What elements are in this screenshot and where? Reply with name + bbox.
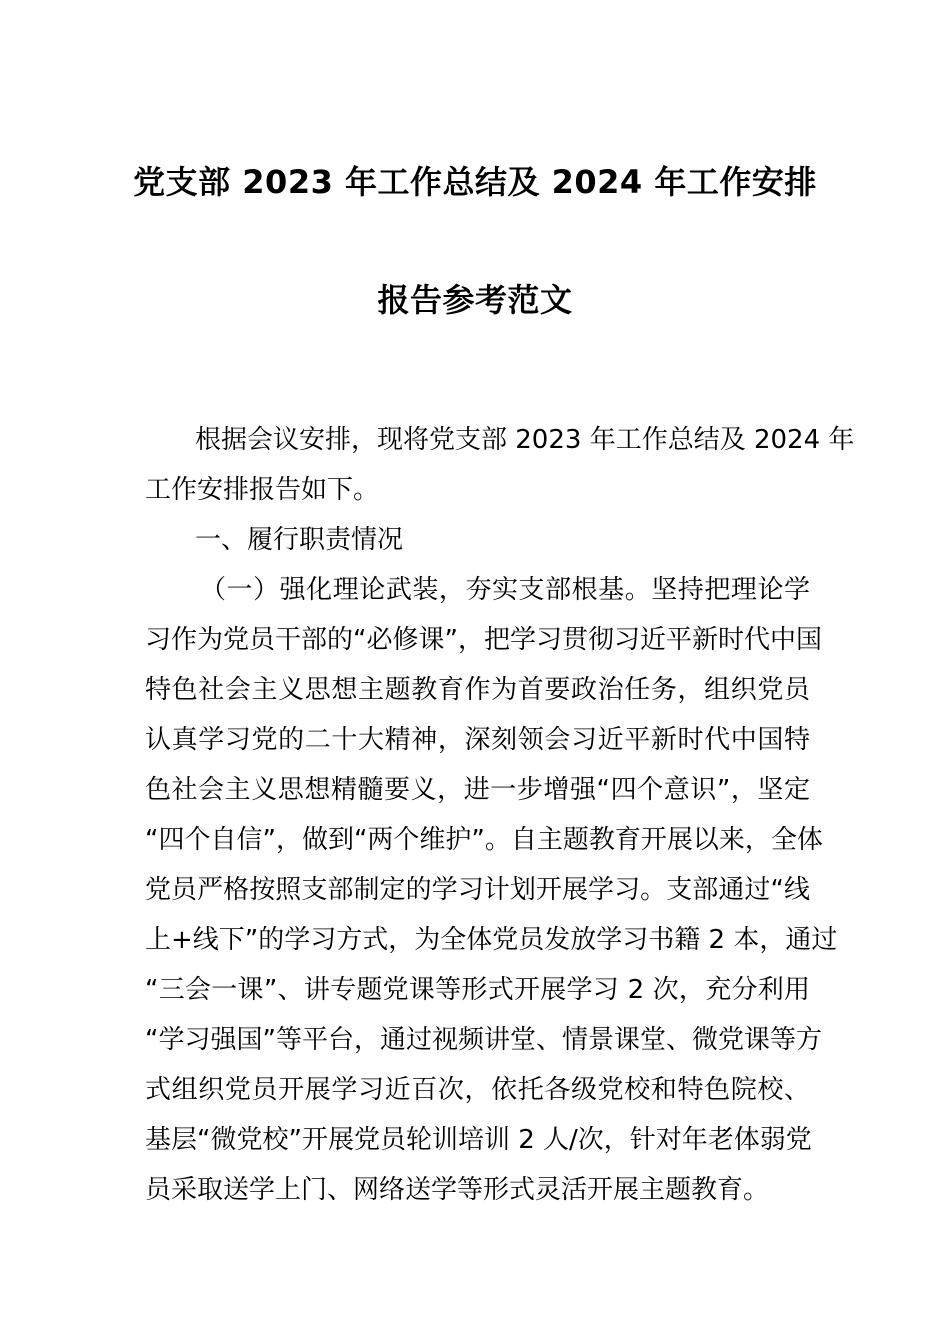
paragraph-line: “学习强国”等平台，通过视频讲堂、情景课堂、微党课等方 — [145, 1025, 822, 1055]
paragraph-line: 色社会主义思想精髓要义，进一步增强“四个意识”，坚定 — [145, 775, 810, 805]
paragraph-line: 式组织党员开展学习近百次，依托各级党校和特色院校、 — [145, 1075, 810, 1105]
intro-line: 根据会议安排，现将党支部 2023 年工作总结及 2024 年 — [195, 425, 855, 455]
paragraph-line: 认真学习党的二十大精神，深刻领会习近平新时代中国特 — [145, 725, 810, 755]
paragraph-line: 上+线下”的学习方式，为全体党员发放学习书籍 2 本，通过 — [145, 925, 838, 955]
document-title-line-2: 报告参考范文 — [377, 281, 573, 319]
paragraph-line: （一）强化理论武装，夯实支部根基。坚持把理论学 — [200, 575, 810, 605]
paragraph-line: “三会一课”、讲专题党课等形式开展学习 2 次，充分利用 — [145, 975, 810, 1005]
document-body — [145, 420, 855, 1220]
paragraph-line: 党员严格按照支部制定的学习计划开展学习。支部通过“线 — [145, 875, 810, 905]
intro-line: 工作安排报告如下。 — [145, 475, 380, 505]
paragraph-line: 员采取送学上门、网络送学等形式灵活开展主题教育。 — [145, 1175, 770, 1205]
paragraph-line: 习作为党员干部的“必修课”，把学习贯彻习近平新时代中国 — [145, 625, 822, 655]
document-title-line-1: 党支部 2023 年工作总结及 2024 年工作安排 — [133, 163, 817, 201]
paragraph-line: 特色社会主义思想主题教育作为首要政治任务，组织党员 — [145, 675, 810, 705]
section-heading: 一、履行职责情况 — [195, 525, 404, 555]
paragraph-line: 基层“微党校”开展党员轮训培训 2 人/次，针对年老体弱党 — [145, 1125, 812, 1155]
paragraph-line: “四个自信”，做到“两个维护”。自主题教育开展以来，全体 — [145, 825, 823, 855]
